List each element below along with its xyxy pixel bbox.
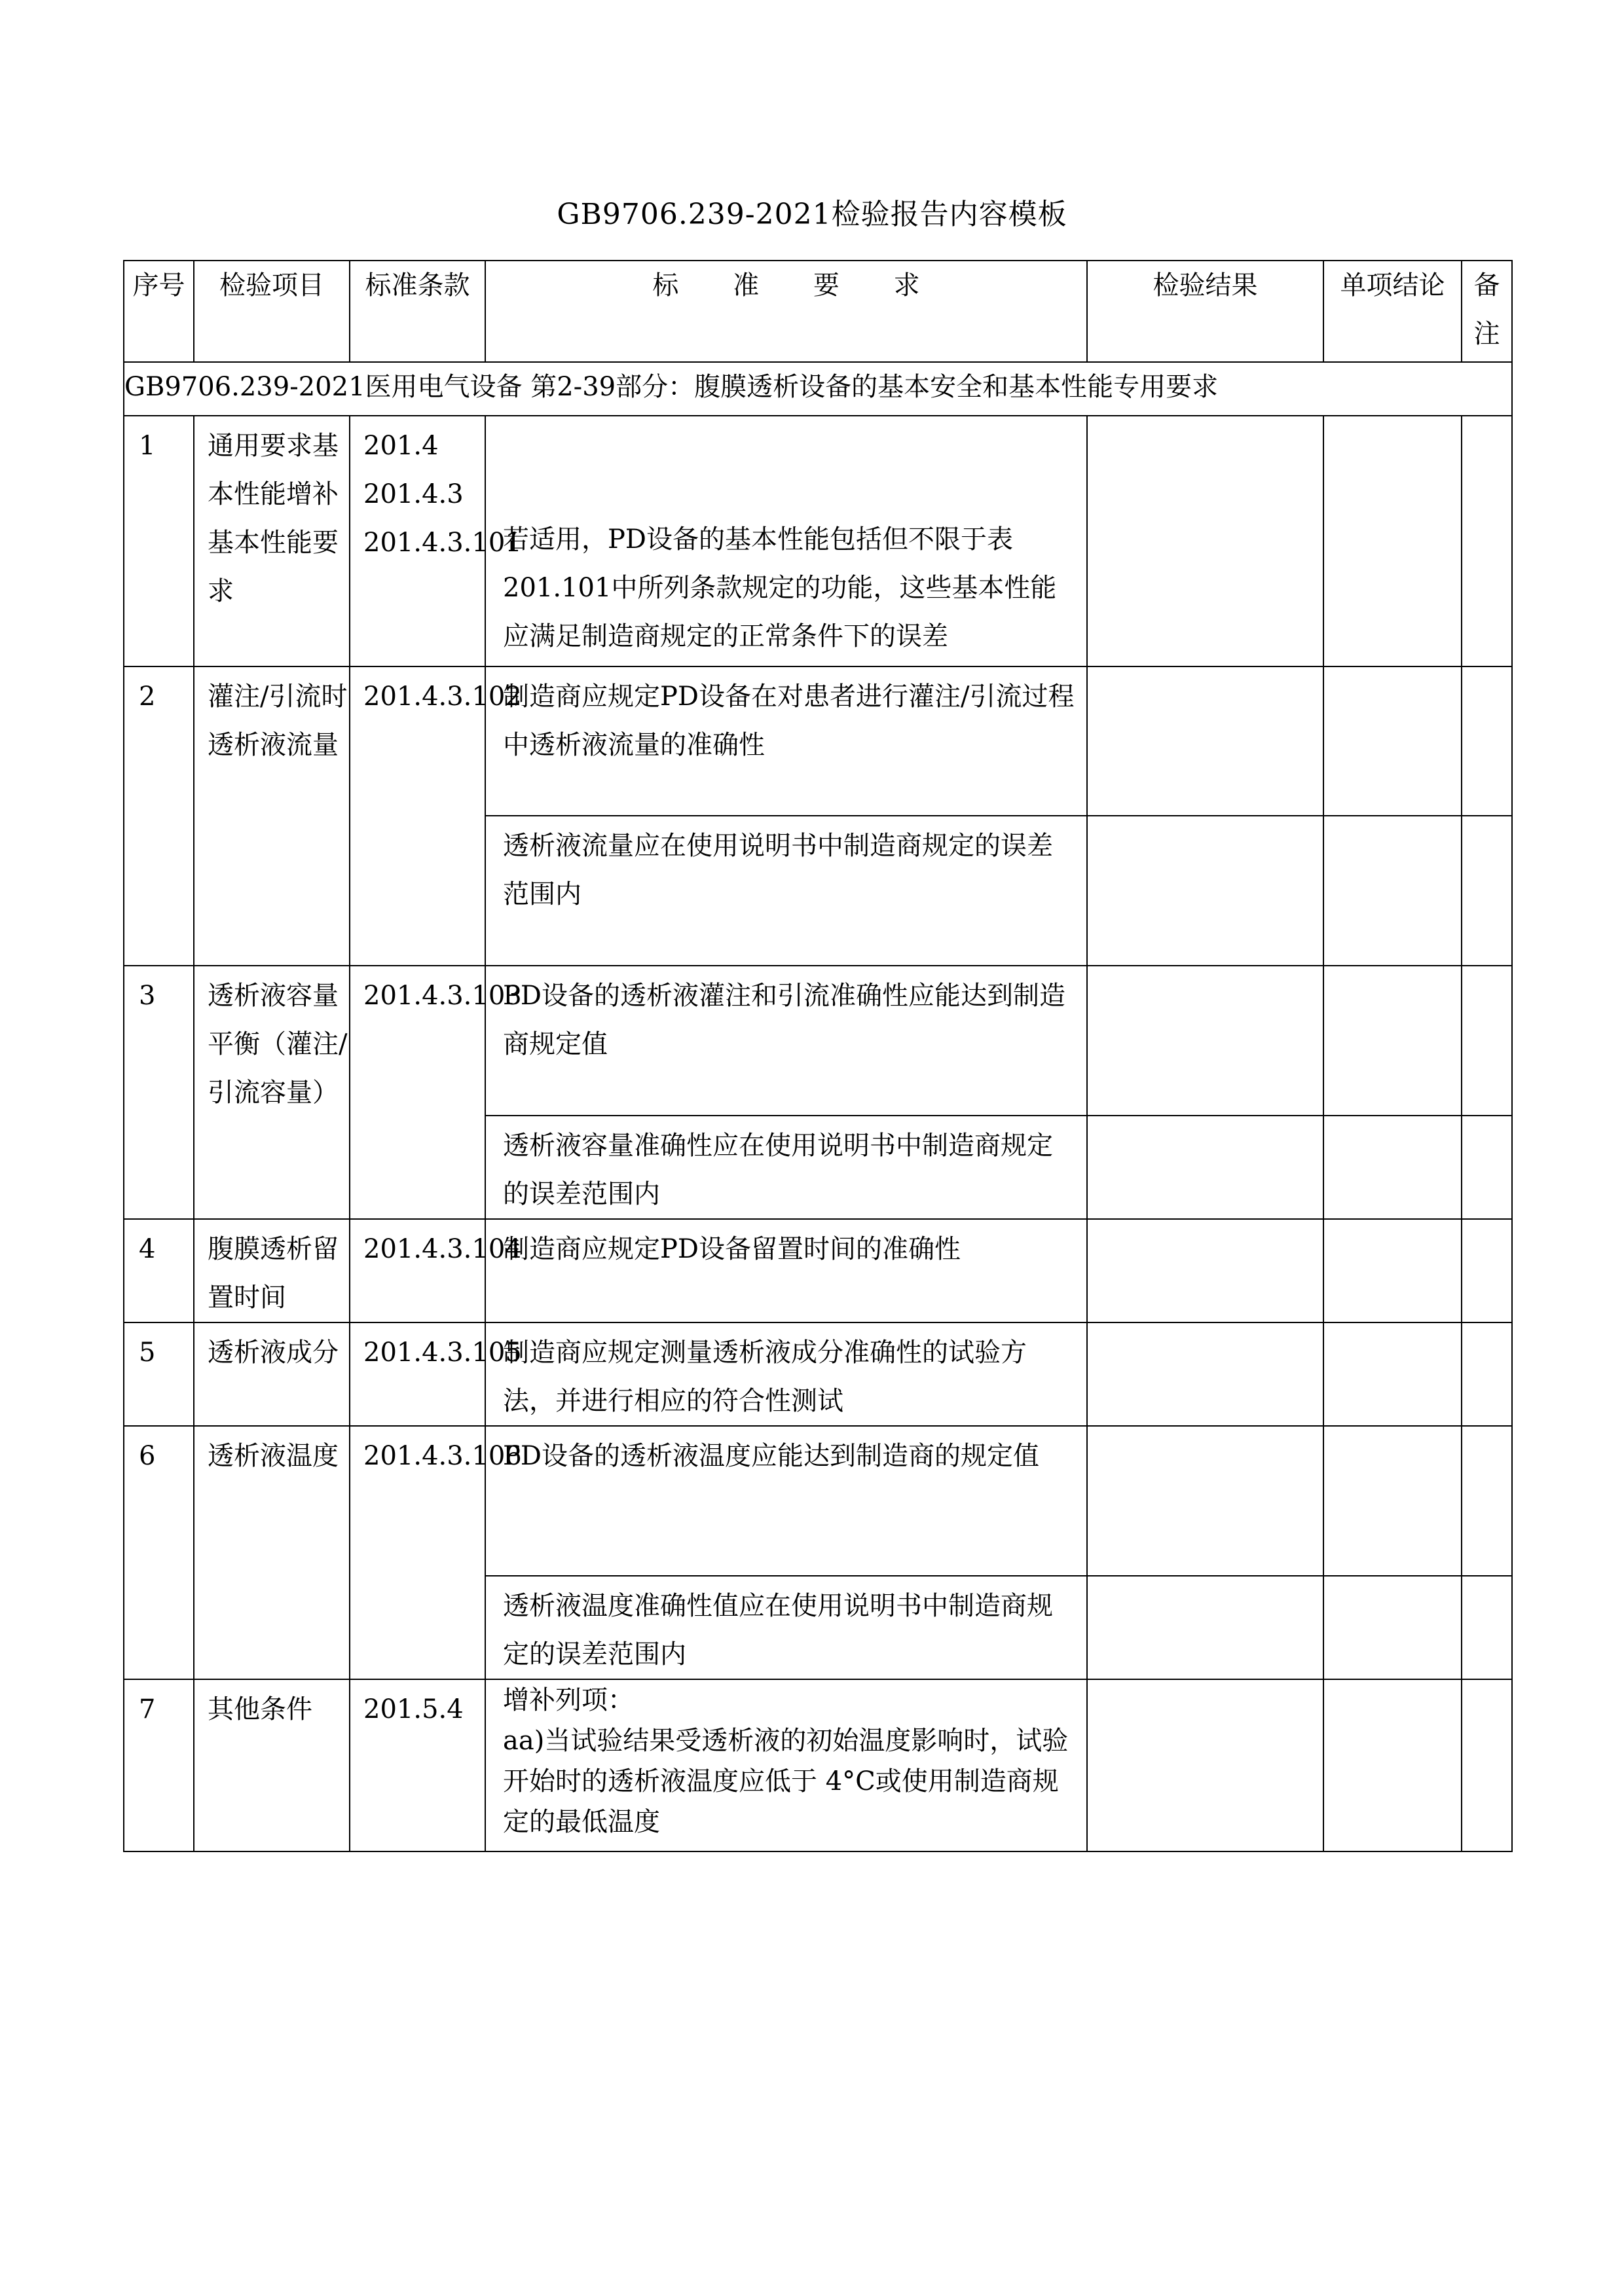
requirement-text: 若适用，PD设备的基本性能包括但不限于表201.101中所列条款规定的功能，这些基本性能应满足制造商规定的正常条件下的误差: [503, 524, 1057, 651]
document-title: GB9706.239-2021检验报告内容模板: [557, 198, 1067, 231]
header-requirement: 标 准 要 求: [485, 261, 1087, 362]
remark-cell[interactable]: [1462, 1219, 1512, 1322]
table-row: [124, 416, 1512, 666]
remark-cell[interactable]: [1462, 1576, 1512, 1679]
table-row: [124, 666, 1512, 816]
table-row: [124, 1219, 1512, 1322]
row-number: 4: [124, 1219, 194, 1322]
remark-cell[interactable]: [1462, 816, 1512, 966]
row-requirement: PD设备的透析液灌注和引流准确性应能达到制造商规定值: [485, 966, 1087, 1116]
table-row: [124, 1679, 1512, 1851]
row-item: 透析液容量平衡（灌注/引流容量）: [194, 966, 350, 1219]
row-requirement: 制造商应规定测量透析液成分准确性的试验方法，并进行相应的符合性测试: [485, 1322, 1087, 1426]
row-item: 通用要求基本性能增补基本性能要求: [194, 416, 350, 666]
conclusion-cell[interactable]: [1323, 1426, 1462, 1576]
conclusion-cell[interactable]: [1323, 1116, 1462, 1219]
header-conclusion: 单项结论: [1323, 261, 1462, 362]
header-result: 检验结果: [1087, 261, 1323, 362]
row-requirement: 透析液容量准确性应在使用说明书中制造商规定的误差范围内: [485, 1116, 1087, 1219]
row-requirement: [485, 1679, 1087, 1851]
row-item: 其他条件: [194, 1679, 350, 1851]
header-clause: 标准条款: [350, 261, 485, 362]
row-clause: 201.4.3.104: [350, 1219, 485, 1322]
remark-cell[interactable]: [1462, 416, 1512, 666]
result-cell[interactable]: [1087, 1679, 1323, 1851]
remark-cell[interactable]: [1462, 966, 1512, 1116]
result-cell[interactable]: [1087, 1426, 1323, 1576]
row-item: 透析液成分: [194, 1322, 350, 1426]
row-number: 7: [124, 1679, 194, 1851]
conclusion-cell[interactable]: [1323, 966, 1462, 1116]
remark-cell[interactable]: [1462, 666, 1512, 816]
row-item: 腹膜透析留置时间: [194, 1219, 350, 1322]
row-item: 透析液温度: [194, 1426, 350, 1679]
result-cell[interactable]: [1087, 1219, 1323, 1322]
remark-cell[interactable]: [1462, 1426, 1512, 1576]
header-remark: 备注: [1462, 261, 1512, 362]
result-cell[interactable]: [1087, 1576, 1323, 1679]
conclusion-cell[interactable]: [1323, 1679, 1462, 1851]
remark-cell[interactable]: [1462, 1116, 1512, 1219]
row-number: 6: [124, 1426, 194, 1679]
row-number: 2: [124, 666, 194, 966]
row-requirement: 制造商应规定PD设备在对患者进行灌注/引流过程中透析液流量的准确性: [485, 666, 1087, 816]
row-requirement: [485, 416, 1087, 666]
conclusion-cell[interactable]: [1323, 416, 1462, 666]
remark-cell[interactable]: [1462, 1322, 1512, 1426]
row-requirement: 透析液温度准确性值应在使用说明书中制造商规定的误差范围内: [485, 1576, 1087, 1679]
row-number: 3: [124, 966, 194, 1219]
row-requirement: 透析液流量应在使用说明书中制造商规定的误差范围内: [485, 816, 1087, 966]
remark-cell[interactable]: [1462, 1679, 1512, 1851]
result-cell[interactable]: [1087, 816, 1323, 966]
row-item: 灌注/引流时透析液流量: [194, 666, 350, 966]
header-row: [124, 261, 1512, 362]
row-number: 1: [124, 416, 194, 666]
report-table: [123, 260, 1513, 1852]
row-clause: 201.4.3.106: [350, 1426, 485, 1679]
conclusion-cell[interactable]: [1323, 666, 1462, 816]
table-row: [124, 966, 1512, 1116]
row-clause: 201.5.4: [350, 1679, 485, 1851]
conclusion-cell[interactable]: [1323, 1576, 1462, 1679]
row-clause: 201.4.3.103: [350, 966, 485, 1219]
result-cell[interactable]: [1087, 966, 1323, 1116]
table-row: [124, 1322, 1512, 1426]
row-requirement: PD设备的透析液温度应能达到制造商的规定值: [485, 1426, 1087, 1576]
row-clause: 201.4.3.105: [350, 1322, 485, 1426]
conclusion-cell[interactable]: [1323, 816, 1462, 966]
result-cell[interactable]: [1087, 1322, 1323, 1426]
section-row: [124, 362, 1512, 416]
row-clause: 201.4 201.4.3 201.4.3.101: [350, 416, 485, 666]
header-seq: 序号: [124, 261, 194, 362]
table-row: [124, 1426, 1512, 1576]
conclusion-cell[interactable]: [1323, 1322, 1462, 1426]
result-cell[interactable]: [1087, 416, 1323, 666]
result-cell[interactable]: [1087, 666, 1323, 816]
row-clause: 201.4.3.102: [350, 666, 485, 966]
requirement-text: aa)当试验结果受透析液的初始温度影响时，试验开始时的透析液温度应低于 4°C或使用制造商规定的最低温度: [503, 1726, 1069, 1837]
section-title: GB9706.239-2021医用电气设备 第2-39部分：腹膜透析设备的基本安全和基本性能专用要求: [124, 362, 1512, 416]
requirement-heading: 增补列项：: [503, 1685, 634, 1715]
row-requirement: 制造商应规定PD设备留置时间的准确性: [485, 1219, 1087, 1322]
header-item: 检验项目: [194, 261, 350, 362]
result-cell[interactable]: [1087, 1116, 1323, 1219]
conclusion-cell[interactable]: [1323, 1219, 1462, 1322]
row-number: 5: [124, 1322, 194, 1426]
